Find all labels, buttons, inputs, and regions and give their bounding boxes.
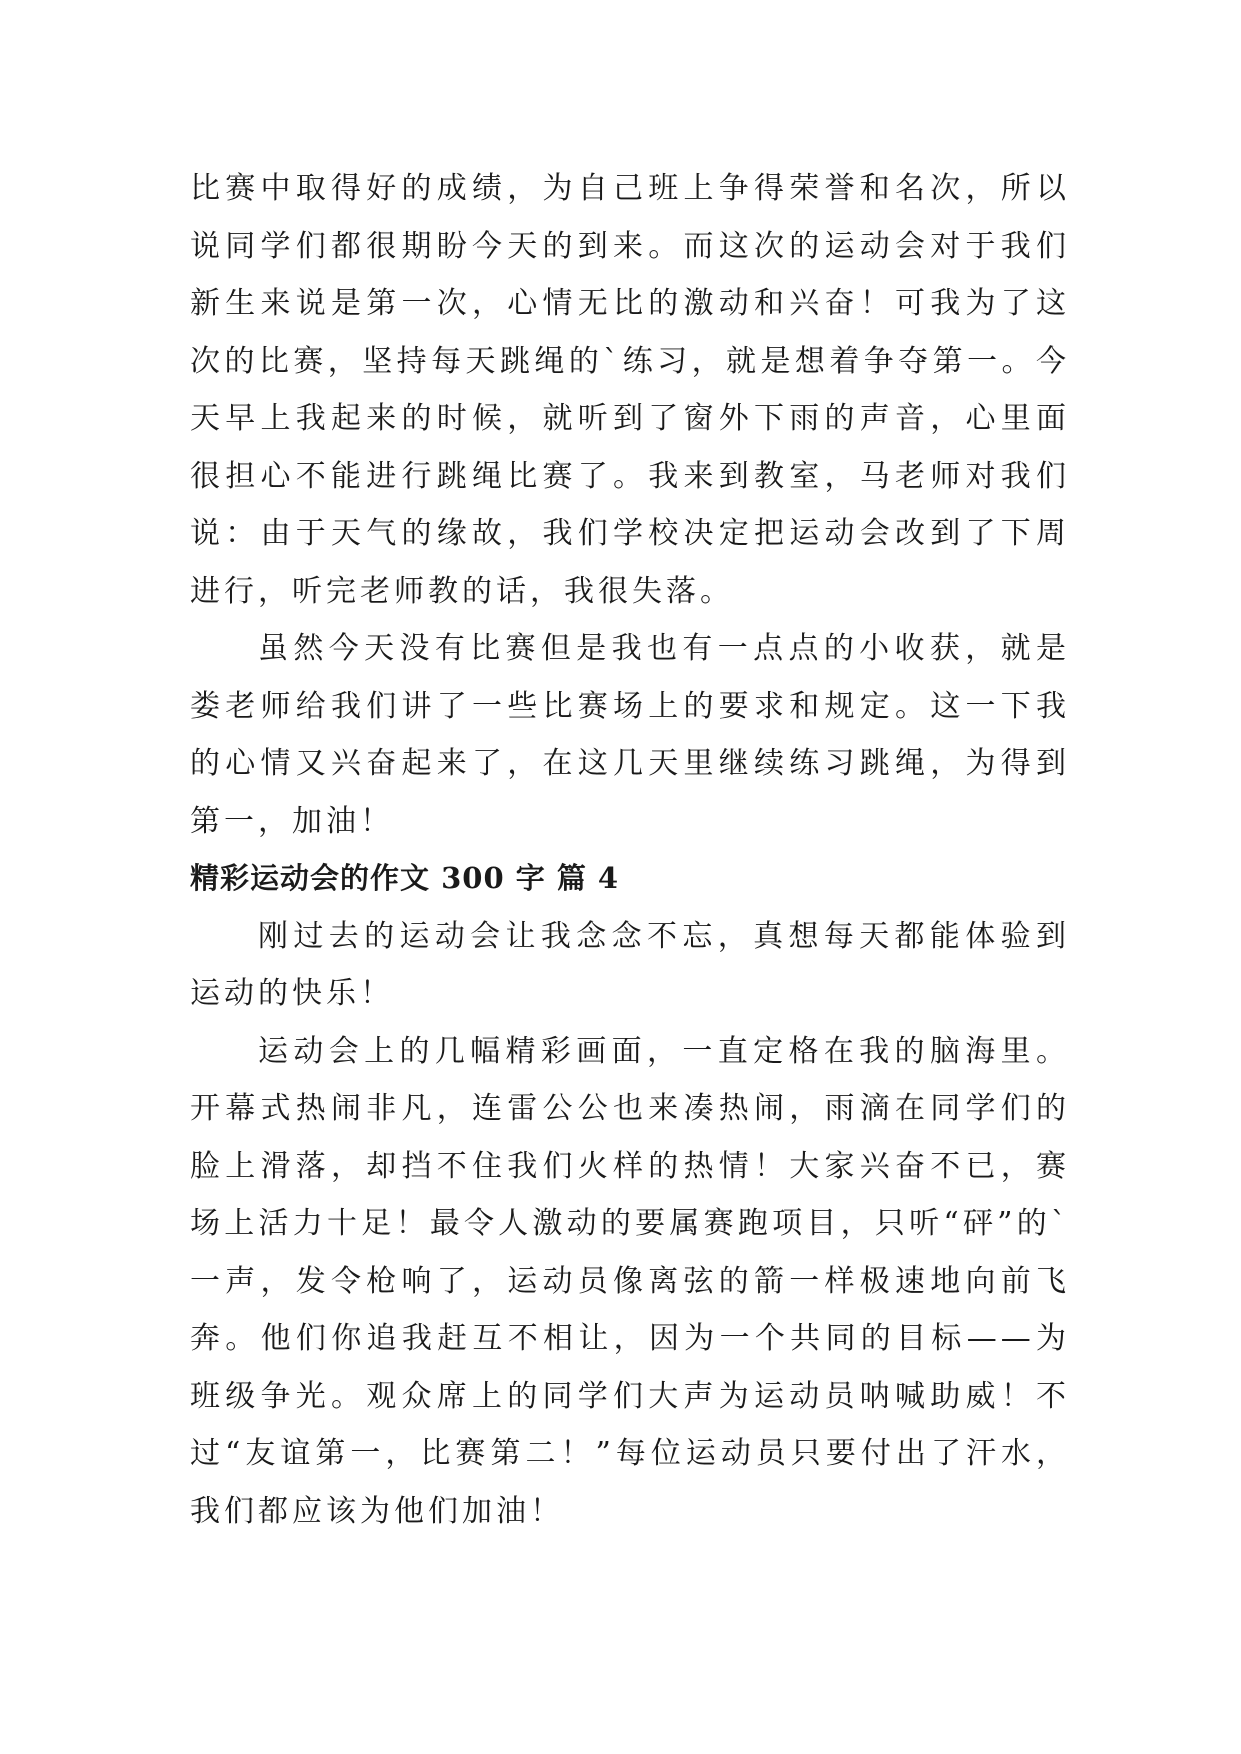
- paragraph-4: 运动会上的几幅精彩画面，一直定格在我的脑海里。开幕式热闹非凡，连雷公公也来凑热闹，雨滴在同学们的脸上滑落，却挡不住我们火样的热情！大家兴奋不已，赛场上活力十足！最令人激动的要属赛跑项目，只听“砰”的`一声，发令枪响了，运动员像离弦的箭一样极速地向前飞奔。他们你追我赶互不相让，因为一个共同的目标——为班级争光。观众席上的同学们大声为运动员呐喊助威！不过“友谊第一，比赛第二！”每位运动员只要付出了汗水，我们都应该为他们加油！: [190, 1033, 1070, 1529]
- paragraph-3: 刚过去的运动会让我念念不忘，真想每天都能体验到运动的快乐！: [190, 918, 1070, 1011]
- section-title: 精彩运动会的作文 300 字 篇 4: [190, 861, 620, 895]
- paragraph-1: 比赛中取得好的成绩，为自己班上争得荣誉和名次，所以说同学们都很期盼今天的到来。而这次的运动会对于我们新生来说是第一次，心情无比的激动和兴奋！可我为了这次的比赛，坚持每天跳绳的`练习，就是想着争夺第一。今天早上我起来的时候，就听到了窗外下雨的声音，心里面很担心不能进行跳绳比赛了。我来到教室，马老师对我们说：由于天气的缘故，我们学校决定把运动会改到了下周进行，听完老师教的话，我很失落。: [190, 171, 1070, 609]
- paragraph-2: 虽然今天没有比赛但是我也有一点点的小收获，就是娄老师给我们讲了一些比赛场上的要求和规定。这一下我的心情又兴奋起来了，在这几天里继续练习跳绳，为得到第一，加油！: [190, 631, 1070, 839]
- document-page: [190, 160, 1070, 1540]
